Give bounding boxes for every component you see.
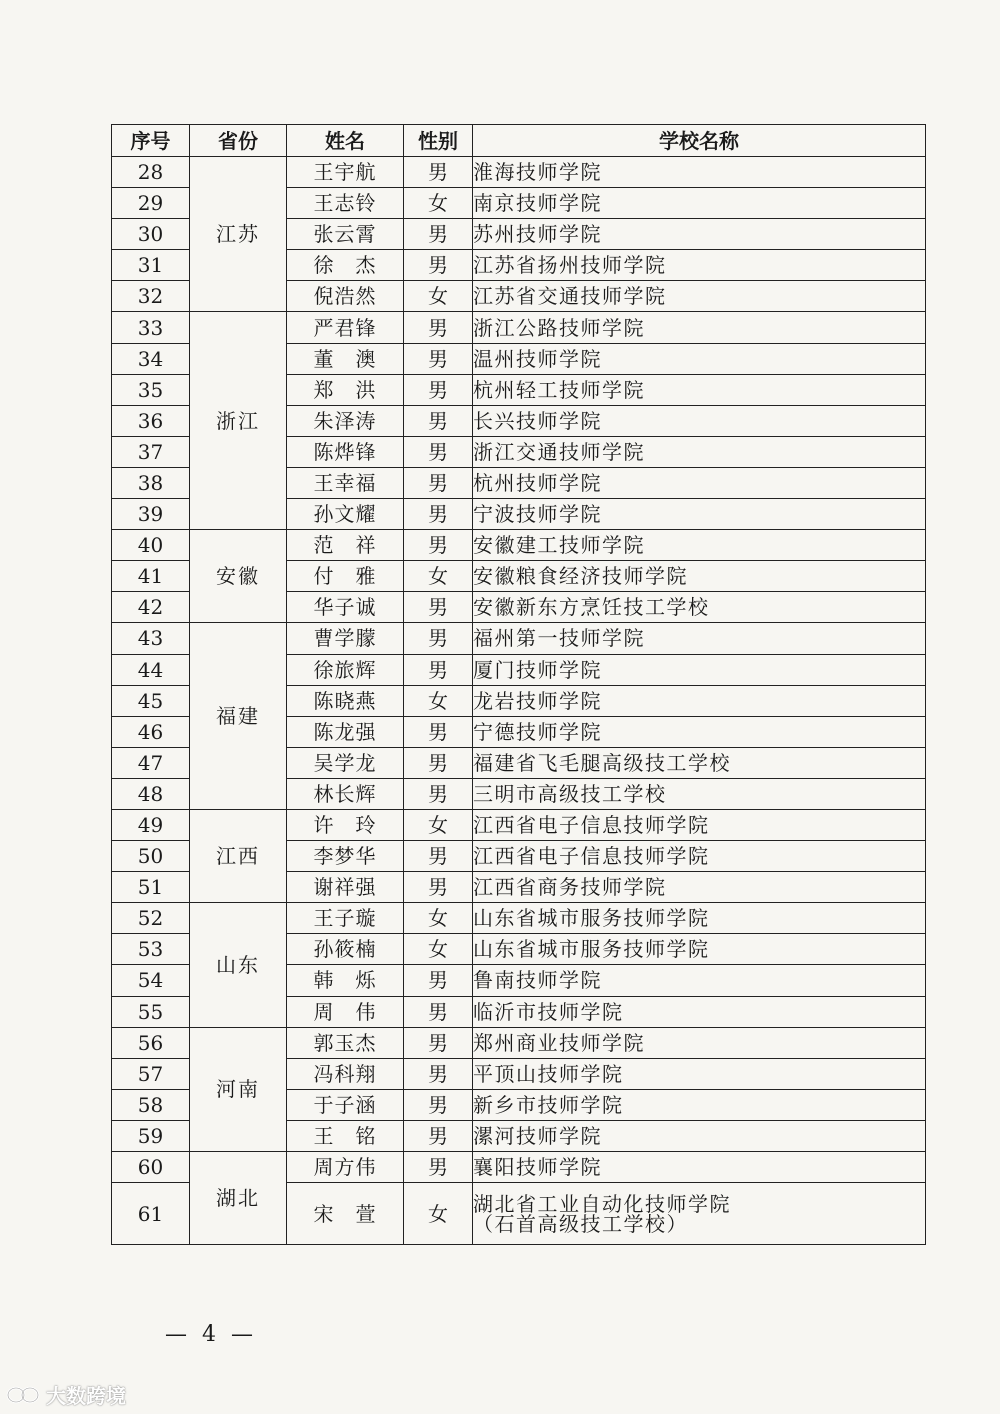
seq-cell: 32 — [112, 281, 190, 312]
table-body — [112, 157, 926, 1245]
school-cell — [473, 934, 926, 965]
school-name: 鲁南技师学院 — [473, 968, 602, 993]
gender-cell: 男 — [404, 374, 473, 405]
school-name: 福州第一技师学院 — [473, 626, 645, 651]
seq-cell: 60 — [112, 1152, 190, 1183]
seq-cell: 34 — [112, 343, 190, 374]
name-cell: 王志铃 — [287, 188, 404, 219]
gender-cell: 男 — [404, 436, 473, 467]
school-cell — [473, 592, 926, 623]
seq-cell: 52 — [112, 903, 190, 934]
header-name: 姓名 — [287, 125, 404, 157]
school-cell — [473, 1120, 926, 1151]
name-cell: 谢祥强 — [287, 872, 404, 903]
seq-cell: 59 — [112, 1120, 190, 1151]
header-province: 省份 — [190, 125, 287, 157]
name-cell: 孙筱楠 — [287, 934, 404, 965]
school-name: 宁波技师学院 — [473, 502, 602, 527]
gender-cell: 男 — [404, 654, 473, 685]
school-name: 南京技师学院 — [473, 191, 602, 216]
school-name: 山东省城市服务技师学院 — [473, 937, 710, 962]
school-cell — [473, 1152, 926, 1183]
gender-cell: 男 — [404, 1089, 473, 1120]
school-name: 江苏省交通技师学院 — [473, 284, 667, 309]
gender-cell: 男 — [404, 343, 473, 374]
school-cell — [473, 1089, 926, 1120]
school-name: 三明市高级技工学校 — [473, 781, 667, 806]
seq-cell: 46 — [112, 716, 190, 747]
table-row — [112, 312, 926, 343]
school-cell — [473, 374, 926, 405]
name-cell: 冯科翔 — [287, 1058, 404, 1089]
seq-cell: 31 — [112, 250, 190, 281]
seq-cell: 43 — [112, 623, 190, 654]
seq-cell: 57 — [112, 1058, 190, 1089]
school-name: （石首高级技工学校） — [473, 1211, 688, 1236]
header-row — [112, 125, 926, 157]
header-school: 学校名称 — [473, 125, 926, 157]
name-cell: 于子涵 — [287, 1089, 404, 1120]
school-cell — [473, 312, 926, 343]
seq-cell: 36 — [112, 405, 190, 436]
watermark — [6, 1380, 126, 1409]
table-row — [112, 157, 926, 188]
school-cell — [473, 281, 926, 312]
gender-cell: 男 — [404, 872, 473, 903]
seq-cell: 55 — [112, 996, 190, 1027]
name-cell: 王宇航 — [287, 157, 404, 188]
name-cell: 董 澳 — [287, 343, 404, 374]
seq-cell: 45 — [112, 685, 190, 716]
school-name: 安徽粮食经济技师学院 — [473, 564, 688, 589]
seq-cell: 28 — [112, 157, 190, 188]
name-cell: 李梦华 — [287, 841, 404, 872]
school-name: 襄阳技师学院 — [473, 1155, 602, 1180]
gender-cell: 男 — [404, 747, 473, 778]
school-cell — [473, 157, 926, 188]
gender-cell: 男 — [404, 467, 473, 498]
province-cell: 湖北 — [190, 1152, 287, 1245]
school-cell — [473, 1058, 926, 1089]
gender-cell: 男 — [404, 530, 473, 561]
name-cell: 徐旅辉 — [287, 654, 404, 685]
name-cell: 林长辉 — [287, 778, 404, 809]
seq-cell: 58 — [112, 1089, 190, 1120]
gender-cell: 男 — [404, 1058, 473, 1089]
seq-cell: 51 — [112, 872, 190, 903]
school-cell — [473, 343, 926, 374]
school-name: 新乡市技师学院 — [473, 1092, 624, 1117]
seq-cell: 49 — [112, 809, 190, 840]
seq-cell: 50 — [112, 841, 190, 872]
school-cell — [473, 188, 926, 219]
gender-cell: 男 — [404, 312, 473, 343]
seq-cell: 48 — [112, 778, 190, 809]
gender-cell: 男 — [404, 965, 473, 996]
school-name: 温州技师学院 — [473, 346, 602, 371]
school-name: 漯河技师学院 — [473, 1123, 602, 1148]
school-name: 福建省飞毛腿高级技工学校 — [473, 750, 731, 775]
gender-cell: 男 — [404, 219, 473, 250]
page-number: — 4 — — [165, 1322, 257, 1347]
gender-cell: 女 — [404, 934, 473, 965]
school-cell — [473, 654, 926, 685]
gender-cell: 女 — [404, 281, 473, 312]
gender-cell: 男 — [404, 250, 473, 281]
table-row — [112, 623, 926, 654]
school-name: 淮海技师学院 — [473, 160, 602, 185]
school-name: 安徽新东方烹饪技工学校 — [473, 595, 710, 620]
table-row — [112, 530, 926, 561]
seq-cell: 38 — [112, 467, 190, 498]
name-cell: 王幸福 — [287, 467, 404, 498]
gender-cell: 女 — [404, 685, 473, 716]
gender-cell: 女 — [404, 188, 473, 219]
name-cell: 郑 洪 — [287, 374, 404, 405]
table-row — [112, 1152, 926, 1183]
gender-cell: 男 — [404, 592, 473, 623]
name-cell: 宋 萱 — [287, 1183, 404, 1245]
name-cell: 倪浩然 — [287, 281, 404, 312]
school-cell — [473, 250, 926, 281]
school-cell — [473, 809, 926, 840]
seq-cell: 30 — [112, 219, 190, 250]
school-name: 郑州商业技师学院 — [473, 1030, 645, 1055]
seq-cell: 61 — [112, 1183, 190, 1245]
name-cell: 朱泽涛 — [287, 405, 404, 436]
school-name: 浙江交通技师学院 — [473, 439, 645, 464]
seq-cell: 44 — [112, 654, 190, 685]
school-name: 平顶山技师学院 — [473, 1061, 624, 1086]
name-cell: 范 祥 — [287, 530, 404, 561]
seq-cell: 33 — [112, 312, 190, 343]
watermark-text: 大数跨境 — [46, 1384, 126, 1408]
seq-cell: 53 — [112, 934, 190, 965]
school-cell — [473, 996, 926, 1027]
school-name: 江西省电子信息技师学院 — [473, 844, 710, 869]
name-cell: 严君锋 — [287, 312, 404, 343]
school-name: 苏州技师学院 — [473, 222, 602, 247]
school-cell — [473, 499, 926, 530]
school-cell — [473, 965, 926, 996]
gender-cell: 男 — [404, 1152, 473, 1183]
school-cell — [473, 747, 926, 778]
gender-cell: 男 — [404, 778, 473, 809]
school-name: 江苏省扬州技师学院 — [473, 253, 667, 278]
school-name: 杭州技师学院 — [473, 470, 602, 495]
province-cell: 河南 — [190, 1027, 287, 1151]
name-cell: 韩 烁 — [287, 965, 404, 996]
school-name: 长兴技师学院 — [473, 408, 602, 433]
student-list-table — [111, 124, 926, 1245]
gender-cell: 女 — [404, 903, 473, 934]
table-row — [112, 903, 926, 934]
school-name: 杭州轻工技师学院 — [473, 377, 645, 402]
header-seq: 序号 — [112, 125, 190, 157]
school-name: 临沂市技师学院 — [473, 999, 624, 1024]
school-cell — [473, 778, 926, 809]
gender-cell: 男 — [404, 405, 473, 436]
seq-cell: 40 — [112, 530, 190, 561]
seq-cell: 39 — [112, 499, 190, 530]
seq-cell: 41 — [112, 561, 190, 592]
name-cell: 吴学龙 — [287, 747, 404, 778]
name-cell: 华子诚 — [287, 592, 404, 623]
school-cell — [473, 561, 926, 592]
gender-cell: 男 — [404, 841, 473, 872]
seq-cell: 29 — [112, 188, 190, 219]
school-cell — [473, 716, 926, 747]
school-cell — [473, 1183, 926, 1245]
school-cell — [473, 841, 926, 872]
name-cell: 付 雅 — [287, 561, 404, 592]
gender-cell: 男 — [404, 1120, 473, 1151]
school-cell — [473, 436, 926, 467]
table-row — [112, 1027, 926, 1058]
school-name: 江西省电子信息技师学院 — [473, 813, 710, 838]
name-cell: 郭玉杰 — [287, 1027, 404, 1058]
name-cell: 徐 杰 — [287, 250, 404, 281]
seq-cell: 54 — [112, 965, 190, 996]
name-cell: 陈晓燕 — [287, 685, 404, 716]
name-cell: 曹学朦 — [287, 623, 404, 654]
seq-cell: 47 — [112, 747, 190, 778]
gender-cell: 男 — [404, 499, 473, 530]
school-name: 宁德技师学院 — [473, 719, 602, 744]
name-cell: 张云霄 — [287, 219, 404, 250]
seq-cell: 42 — [112, 592, 190, 623]
school-name: 江西省商务技师学院 — [473, 875, 667, 900]
gender-cell: 女 — [404, 561, 473, 592]
school-cell — [473, 219, 926, 250]
province-cell: 福建 — [190, 623, 287, 810]
school-cell — [473, 903, 926, 934]
province-cell: 江西 — [190, 809, 287, 902]
gender-cell: 男 — [404, 1027, 473, 1058]
school-cell — [473, 530, 926, 561]
table-row — [112, 809, 926, 840]
school-cell — [473, 685, 926, 716]
school-cell — [473, 1027, 926, 1058]
name-cell: 孙文耀 — [287, 499, 404, 530]
name-cell: 陈龙强 — [287, 716, 404, 747]
school-cell — [473, 467, 926, 498]
gender-cell: 男 — [404, 157, 473, 188]
table-header — [112, 125, 926, 157]
school-name: 浙江公路技师学院 — [473, 315, 645, 340]
school-name: 龙岩技师学院 — [473, 688, 602, 713]
gender-cell: 女 — [404, 1183, 473, 1245]
name-cell: 陈烨锋 — [287, 436, 404, 467]
school-cell — [473, 872, 926, 903]
school-cell — [473, 623, 926, 654]
school-name: 湖北省工业自动化技师学院 — [473, 1191, 731, 1216]
name-cell: 周 伟 — [287, 996, 404, 1027]
seq-cell: 56 — [112, 1027, 190, 1058]
gender-cell: 男 — [404, 623, 473, 654]
province-cell: 安徽 — [190, 530, 287, 623]
name-cell: 王 铭 — [287, 1120, 404, 1151]
school-cell — [473, 405, 926, 436]
gender-cell: 男 — [404, 716, 473, 747]
province-cell: 山东 — [190, 903, 287, 1027]
province-cell: 江苏 — [190, 157, 287, 312]
seq-cell: 35 — [112, 374, 190, 405]
school-name: 安徽建工技师学院 — [473, 533, 645, 558]
name-cell: 周方伟 — [287, 1152, 404, 1183]
province-cell: 浙江 — [190, 312, 287, 530]
header-gender: 性别 — [404, 125, 473, 157]
gender-cell: 男 — [404, 996, 473, 1027]
name-cell: 许 玲 — [287, 809, 404, 840]
seq-cell: 37 — [112, 436, 190, 467]
gender-cell: 女 — [404, 809, 473, 840]
school-name: 厦门技师学院 — [473, 657, 602, 682]
name-cell: 王子璇 — [287, 903, 404, 934]
school-name: 山东省城市服务技师学院 — [473, 906, 710, 931]
watermark-logo-icon — [6, 1385, 40, 1405]
